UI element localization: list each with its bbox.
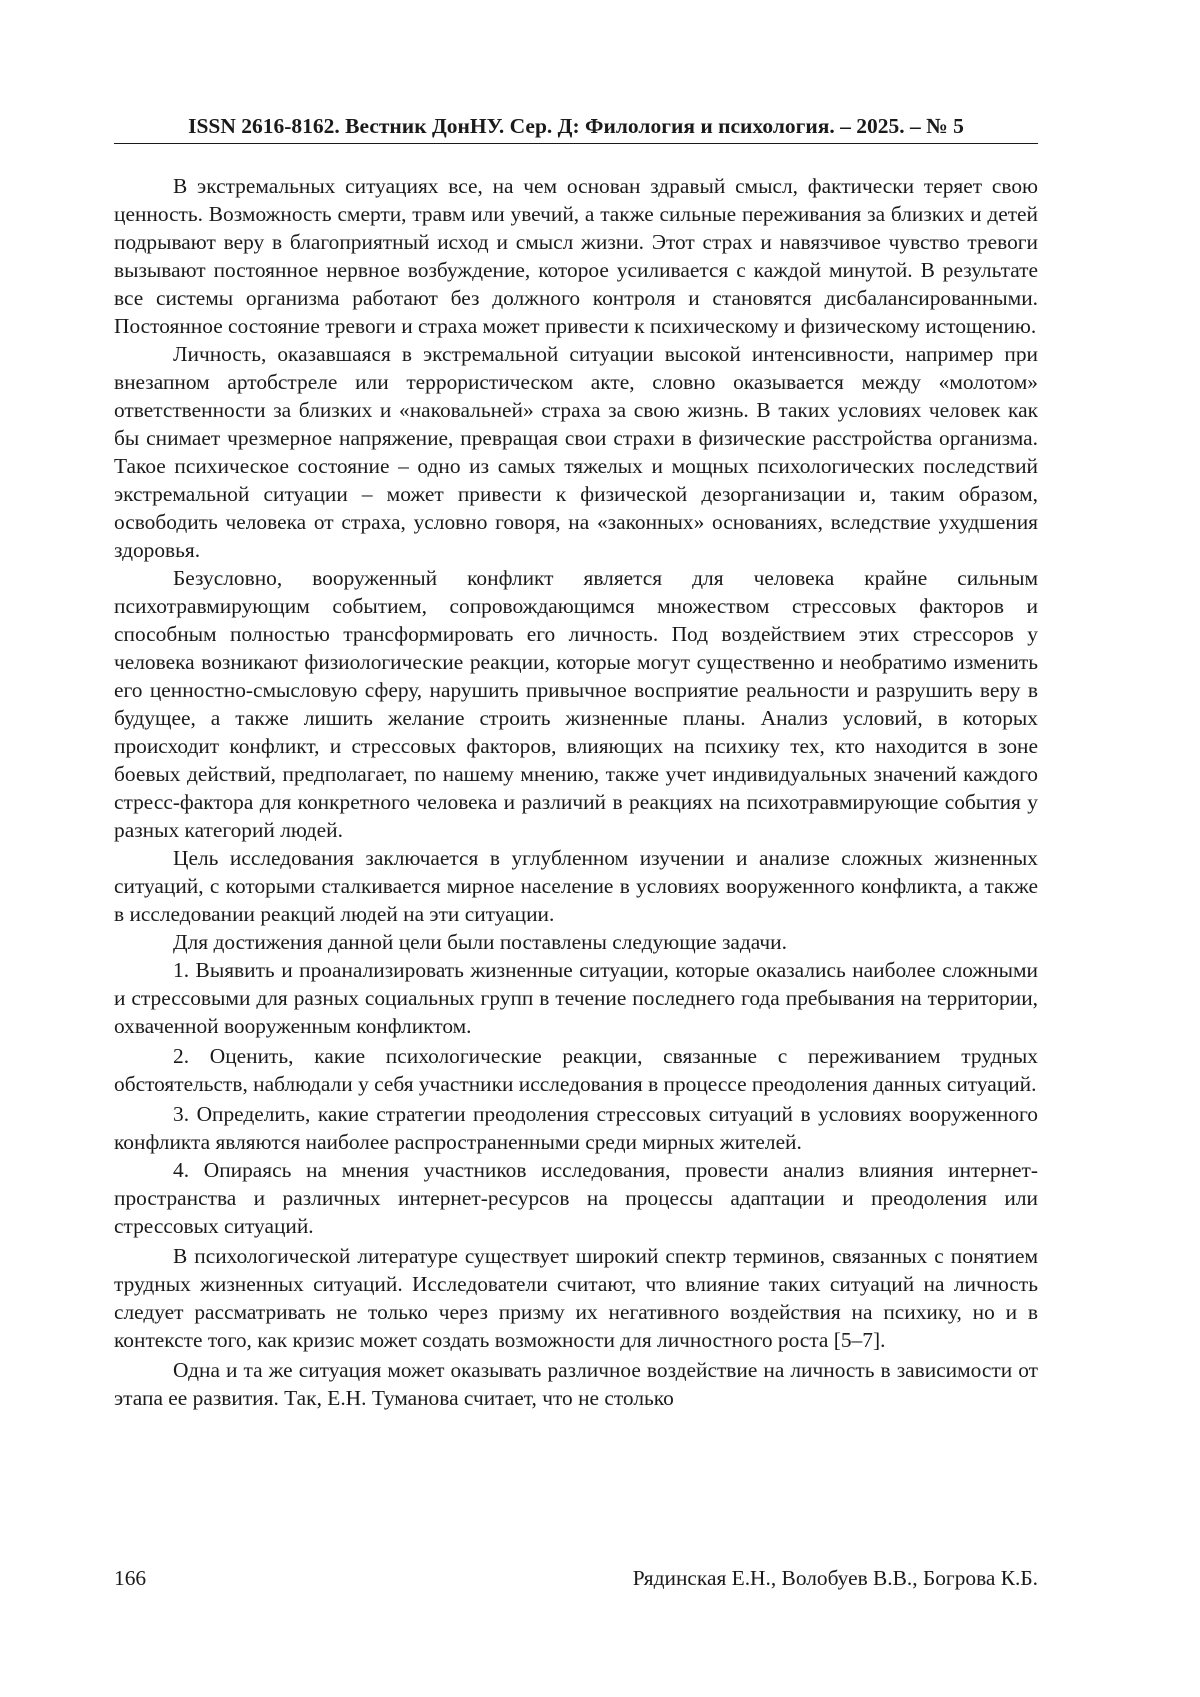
paragraph-task-2: 2. Оценить, какие психологические реакции, связанные с переживанием трудных обстоятельств, наблюдали у себя участники исследования в процессе преодоления данных ситуаций. [114, 1044, 1038, 1096]
paragraph-extreme-situations: В экстремальных ситуациях все, на чем основан здравый смысл, фактически теряет свою ценность. Возможность смерти, травм или увечий, а также сильные переживания за близких и детей подрывают веру в благоприятный исход и смысл жизни. Этот страх и навязчивое чувство тревоги вызывают постоянное нервное возбуждение, которое усиливается с каждой минутой. В результате все системы организма работают без должного контроля и становятся дисбалансированными. Постоянное состояние тревоги и страха может привести к психическому и физическому истощению. [114, 174, 1038, 338]
running-header: ISSN 2616-8162. Вестник ДонНУ. Сер. Д: Филология и психология. – 2025. – № 5 [188, 114, 964, 138]
body-text [114, 172, 1038, 1412]
paragraph-task-3: 3. Определить, какие стратегии преодоления стрессовых ситуаций в условиях вооруженного конфликта являются наиболее распространенными среди мирных жителей. [114, 1102, 1038, 1154]
page-number: 166 [114, 1566, 147, 1590]
paragraph-personality-hammer-anvil: Личность, оказавшаяся в экстремальной ситуации высокой интенсивности, например при внезапном артобстреле или террористическом акте, словно оказывается между «молотом» ответственности за близких и «наковальней» страха за свою жизнь. В таких условиях человек как бы снимает чрезмерное напряжение, превращая свои страхи в физические расстройства организма. Такое психическое состояние – одно из самых тяжелых и мощных психологических последствий экстремальной ситуации – может привести к физической дезорганизации и, таким образом, освободить человека от страха, условно говоря, на «законных» основаниях, вследствие ухудшения здоровья. [114, 342, 1038, 562]
header-rule [114, 143, 1038, 144]
paragraph-task-1: 1. Выявить и проанализировать жизненные ситуации, которые оказались наиболее сложными и стрессовыми для разных социальных групп в течение последнего года пребывания на территории, охваченной вооруженным конфликтом. [114, 958, 1038, 1038]
paragraph-research-goal: Цель исследования заключается в углубленном изучении и анализе сложных жизненных ситуаций, с которыми сталкивается мирное население в условиях вооруженного конфликта, а также в исследовании реакций людей на эти ситуации. [114, 846, 1038, 926]
paragraph-tasks-intro: Для достижения данной цели были поставлены следующие задачи. [173, 930, 787, 954]
paragraph-task-4: 4. Опираясь на мнения участников исследования, провести анализ влияния интернет-пространства и различных интернет-ресурсов на процессы адаптации и преодоления или стрессовых ситуаций. [114, 1158, 1038, 1238]
paragraph-literature: В психологической литературе существует широкий спектр терминов, связанных с понятием трудных жизненных ситуаций. Исследователи считают, что влияние таких ситуаций на личность следует рассматривать не только через призму их негативного воздействия на психику, но и в контексте того, как кризис может создать возможности для личностного роста [5–7]. [114, 1244, 1038, 1352]
paragraph-armed-conflict: Безусловно, вооруженный конфликт является для человека крайне сильным психотравмирующим событием, сопровождающимся множеством стрессовых факторов и способным полностью трансформировать его личность. Под воздействием этих стрессоров у человека возникают физиологические реакции, которые могут существенно и необратимо изменить его ценностно-смысловую сферу, нарушить привычное восприятие реальности и разрушить веру в будущее, а также лишить желание строить жизненные планы. Анализ условий, в которых происходит конфликт, и стрессовых факторов, влияющих на психику тех, кто находится в зоне боевых действий, предполагает, по нашему мнению, также учет индивидуальных значений каждого стресс-фактора для конкретного человека и различий в реакциях на психотравмирующие события у разных категорий людей. [114, 566, 1038, 842]
paragraph-same-situation: Одна и та же ситуация может оказывать различное воздействие на личность в зависимости от этапа ее развития. Так, Е.Н. Туманова считает, что не столько [114, 1358, 1038, 1410]
footer-authors: Рядинская Е.Н., Волобуев В.В., Богрова К.Б. [632, 1566, 1038, 1590]
